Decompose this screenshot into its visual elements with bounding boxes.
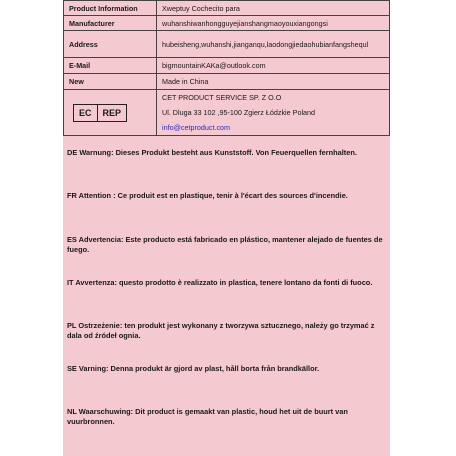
warning-it: IT Avvertenza: questo prodotto è realizzato in plastica, tenere lontano da fonti di fuoco. [67, 278, 373, 287]
email-value: bigmountainKAKa@outlook.com [157, 58, 390, 74]
rep-name: CET PRODUCT SERVICE SP. Z O.O [162, 93, 282, 102]
manufacturer-label: Manufacturer [64, 16, 157, 31]
product-info-value: Xweptuy Cochecito para [157, 1, 390, 16]
table-row [64, 16, 390, 31]
ec-rep-symbol [73, 104, 127, 122]
ec-mark: EC [74, 105, 98, 121]
new-label: New [64, 74, 157, 90]
table-row [64, 58, 390, 74]
table-row [64, 31, 390, 58]
warning-fr: FR Attention : Ce produit est en plastique, tenir à l'écart des sources d'incendie. [67, 191, 348, 200]
product-info-label: Product Information [64, 1, 157, 16]
warning-pl: PL Ostrzeżenie: ten produkt jest wykonany z tworzywa sztucznego, należy go trzymać z dala od źródeł ognia. [67, 321, 375, 340]
address-label: Address [64, 31, 157, 58]
table-row [64, 90, 390, 136]
warning-se: SE Varning: Denna produkt är gjord av plast, håll borta från brandkällor. [67, 364, 320, 373]
eu-rep-details [157, 90, 390, 136]
table-row [64, 1, 390, 16]
table-row [64, 74, 390, 90]
rep-address: Ul. Dluga 33 102 ,95-100 Zgierz Łódzkie Poland [162, 108, 316, 117]
address-value: hubeisheng,wuhanshi,jianganqu,laodongjiedaohubianfangshequl [157, 31, 390, 58]
warning-es: ES Advertencia: Este producto está fabricado en plástico, mantener alejado de fuentes de fuego. [67, 235, 383, 254]
warning-de: DE Warnung: Dieses Produkt besteht aus Kunststoff. Von Feuerquellen fernhalten. [67, 148, 357, 157]
warning-nl: NL Waarschuwing: Dit product is gemaakt van plastic, houd het uit de buurt van vuurbronnen. [67, 407, 348, 426]
rep-email-link[interactable]: info@cetproduct.com [162, 123, 231, 132]
manufacturer-value: wuhanshiwanhongguyejianshangmaoyouxiangongsi [157, 16, 390, 31]
email-label: E-Mail [64, 58, 157, 74]
product-info-table [63, 0, 390, 136]
ec-rep-cell [64, 90, 157, 136]
rep-mark: REP [102, 107, 122, 118]
new-value: Made in China [157, 74, 390, 90]
